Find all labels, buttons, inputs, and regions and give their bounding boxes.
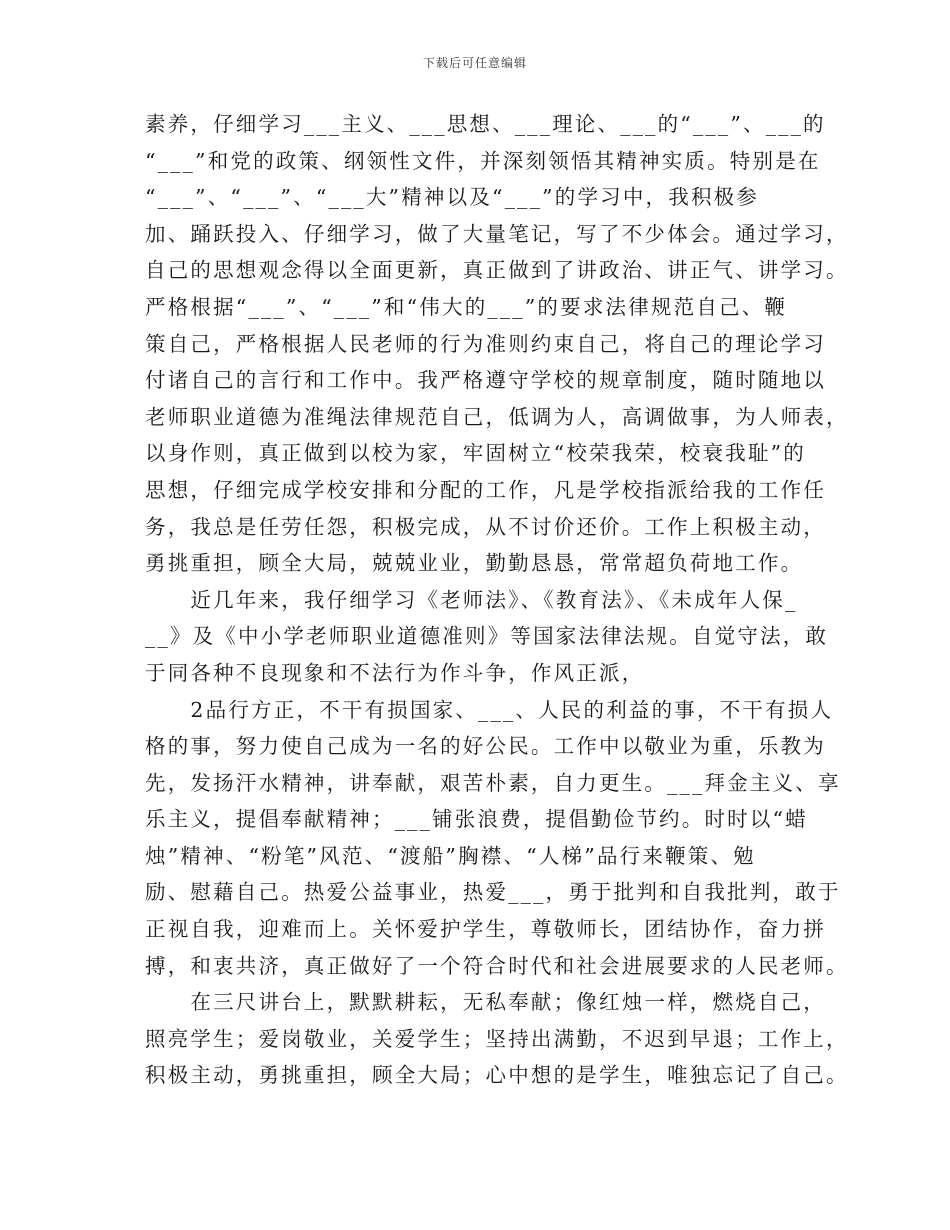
paragraph-1 [145, 106, 849, 582]
text-line: 积极主动，勇挑重担，顾全大局；心中想的是学生，唯独忘记了自己。 [145, 1063, 849, 1088]
document-body [145, 106, 849, 1094]
paragraph-4 [145, 984, 849, 1094]
text-line: 先，发扬汗水精神，讲奉献，艰苦朴素，自力更生。___拜金主义、享 [145, 770, 841, 795]
paragraph-2 [145, 582, 835, 692]
text-line: 正视自我，迎难而上。关怀爱护学生，尊敬师长，团结协作，奋力拼 [145, 917, 826, 942]
text-line: “___”和党的政策、纲领性文件，并深刻领悟其精神实质。特别是在 [145, 148, 821, 173]
text-line: 以身作则，真正做到以校为家，牢固树立“校荣我荣，校衰我耻”的 [145, 441, 806, 466]
text-line: 近几年来，我仔细学习《老师法》、《教育法》、《未成年人保_ [145, 587, 798, 612]
text-line: 搏，和衷共济，真正做好了一个符合时代和社会进展要求的人民老师。 [145, 953, 849, 978]
text-line: 在三尺讲台上，默默耕耘，无私奉献；像红烛一样，燃烧自己， [145, 990, 826, 1015]
text-line: 于同各种不良现象和不法行为作斗争，作风正派， [145, 660, 645, 685]
text-line: 付诸自己的言行和工作中。我严格遵守学校的规章制度，随时随地以 [145, 368, 826, 393]
text-line: 策自己，严格根据人民老师的行为准则约束自己，将自己的理论学习 [145, 331, 826, 356]
text-line: 格的事，努力使自己成为一名的好公民。工作中以敬业为重，乐教为 [145, 734, 826, 759]
text-line: 加、踊跃投入、仔细学习，做了大量笔记，写了不少体会。通过学习， [145, 221, 849, 246]
text-line: 自己的思想观念得以全面更新，真正做到了讲政治、讲正气、讲学习。 [145, 258, 849, 283]
text-line: 励、慰藉自己。热爱公益事业，热爱___，勇于批判和自我批判，敢于 [145, 880, 841, 905]
paragraph-3 [145, 692, 849, 985]
text-line: 严格根据“___”、“___”和“伟大的___”的要求法律规范自己、鞭 [145, 294, 788, 319]
text-line: __》及《中小学老师职业道德准则》等国家法律法规。自觉守法，敢 [145, 624, 829, 649]
text-line: 思想，仔细完成学校安排和分配的工作，凡是学校指派给我的工作任 [145, 477, 826, 502]
text-line: 乐主义，提倡奉献精神；___铺张浪费，提倡勤俭节约。时时以“蜡 [145, 807, 808, 832]
page-header: 下载后可任意编辑 [422, 56, 527, 70]
text-line: 素养，仔细学习___主义、___思想、___理论、___的“___”、___的 [145, 112, 826, 136]
text-line: 2品行方正，不干有损国家、___、人民的利益的事，不干有损人 [145, 697, 834, 722]
text-line: 照亮学生；爱岗敬业，关爱学生；坚持出满勤，不迟到早退；工作上， [145, 1026, 849, 1051]
text-line: 务，我总是任劳任怨，积极完成，从不讨价还价。工作上积极主动， [145, 514, 826, 539]
text-line: 老师职业道德为准绳法律规范自己，低调为人，高调做事，为人师表， [145, 404, 849, 429]
text-line: 烛”精神、“粉笔”风范、“渡船”胸襟、“人梯”品行来鞭策、勉 [145, 843, 756, 868]
text-line: “___”、“___”、“___大”精神以及“___”的学习中，我积极参 [145, 185, 760, 210]
text-line: 勇挑重担，顾全大局，兢兢业业，勤勤恳恳，常常超负荷地工作。 [145, 551, 804, 576]
